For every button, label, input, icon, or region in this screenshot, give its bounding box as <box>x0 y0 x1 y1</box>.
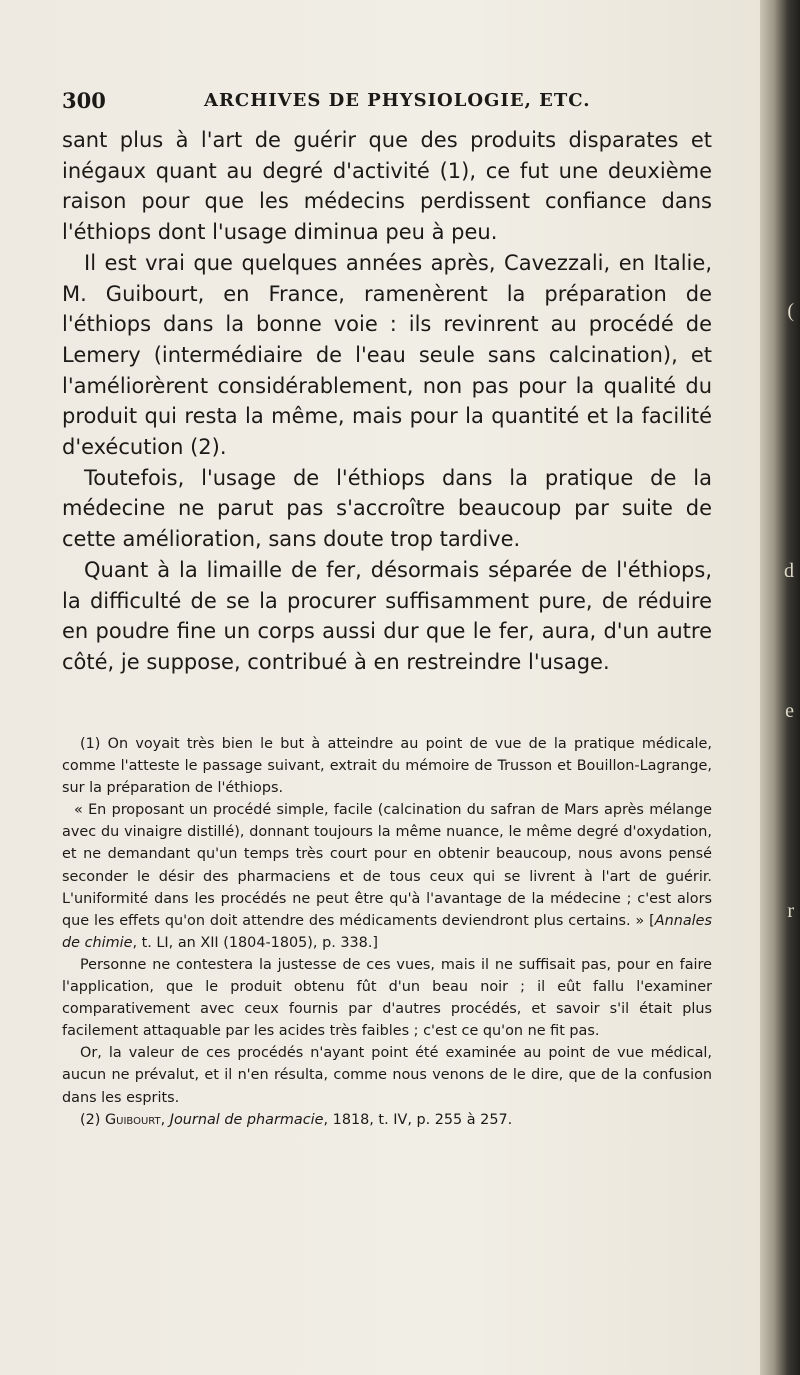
footnote-2 <box>62 1109 712 1131</box>
running-head <box>62 88 722 118</box>
paragraph-cavezzali: Il est vrai que quelques années après, Cavezzali, en Italie, M. Guibourt, en France, ramenèrent la préparation de l'éthiops dans la bonne voie : ils revinrent au procédé de Lemery (intermédiaire de l'eau seule sans calcination), et l'améliorèrent considérablement, non pas pour la qualité du produit qui resta la même, mais pour la quantité et la facilité d'exécution (2). <box>62 250 712 460</box>
footnote-2-sep: , <box>160 1111 170 1128</box>
paragraph-toutefois: Toutefois, l'usage de l'éthiops dans la pratique de la médecine ne parut pas s'accroître beaucoup par suite de cette amélioration, sans doute trop tardive. <box>62 465 712 552</box>
footnote-1-personne: Personne ne contestera la justesse de ces vues, mais il ne suffisait pas, pour en faire l'application, que le produit obtenu fût d'un beau noir ; il eût fallu l'examiner comparativement avec ceux fournis par d'autres procédés, et savoir s'il était plus facilement attaquable par les acides très faibles ; c'est ce qu'on ne fit pas. <box>62 956 712 1040</box>
page-number: 300 <box>62 88 106 113</box>
footnote-1-intro: (1) On voyait très bien le but à atteindre au point de vue de la pratique médicale, comme l'atteste le passage suivant, extrait du mémoire de Trusson et Bouillon-Lagrange, sur la préparation de l'éthiops. <box>62 736 712 797</box>
paragraph-limaille: Quant à la limaille de fer, désormais séparée de l'éthiops, la difficulté de se la procurer suffisamment pure, de réduire en poudre fine un corps aussi dur que le fer, aura, d'un autre côté, je suppose, contribué à en restreindre l'usage. <box>62 557 712 674</box>
footnotes <box>62 733 712 1131</box>
footnote-2-author: Guibourt <box>104 1111 161 1128</box>
main-text <box>62 125 712 678</box>
footnote-1-quote <box>62 799 712 954</box>
paragraph-continuation: sant plus à l'art de guérir que des produits disparates et inégaux quant au degré d'activité (1), ce fut une deuxième raison pour que les médecins perdissent confiance dans l'éthiops dont l'usage diminua peu à peu. <box>62 128 712 245</box>
running-title: ARCHIVES DE PHYSIOLOGIE, ETC. <box>204 90 591 111</box>
edge-glyph-mark: d <box>784 560 794 582</box>
edge-glyph-mark: r <box>787 900 794 922</box>
footnote-1-quote-text: « En proposant un procédé simple, facile (calcination du safran de Mars après mélange avec du vinaigre distillé), donnant toujours la même nuance, le même degré d'oxydation, et ne demandant qu'un temps très court pour en obtenir beaucoup, nous avons pensé seconder le désir des pharmaciens et de tous ceux qui se livrent à l'art de guérir. L'uniformité dans les procédés ne peut être qu'à l'avantage de la médecine ; c'est alors que les effets qu'on doit attendre des médicaments deviendront plus certains. » <box>62 802 712 929</box>
adjacent-page-edge <box>760 0 800 1375</box>
footnote-1-ref-open: [ <box>649 912 655 929</box>
edge-glyph-mark: ( <box>787 300 794 322</box>
footnote-1-or: Or, la valeur de ces procédés n'ayant point été examinée au point de vue médical, aucun ne prévalut, et il n'en résulta, comme nous venons de le dire, que de la confusion dans les esprits. <box>62 1045 712 1106</box>
footnote-1-ref-rest: , t. LI, an XII (1804-1805), p. 338.] <box>132 934 379 951</box>
footnote-2-rest: , 1818, t. IV, p. 255 à 257. <box>323 1111 513 1128</box>
footnote-1-ref-title: Annales de chimie <box>62 912 712 951</box>
footnote-2-title: Journal de pharmacie <box>169 1111 324 1128</box>
footnote-2-number: (2) <box>80 1111 105 1128</box>
edge-glyph-mark: e <box>785 700 794 722</box>
